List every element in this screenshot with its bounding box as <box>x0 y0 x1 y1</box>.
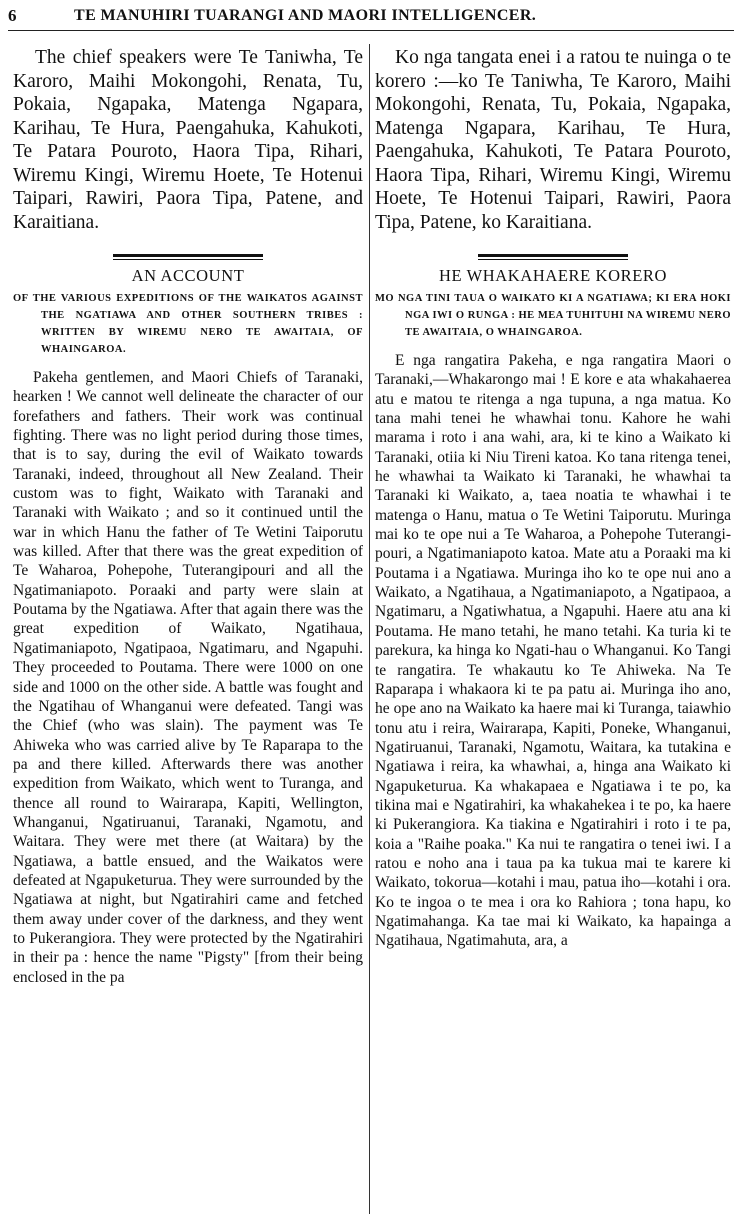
masthead-title: TE MANUHIRI TUARANGI AND MAORI INTELLIGENCER. <box>74 7 537 24</box>
article-body: Pakeha gentlemen, and Maori Chiefs of Taranaki, hearken ! We cannot well delineate the character of our forefathers and fathers. Their work was continual fighting. There was no light period during those times, that is to say, during the evil of Waikato towards Taranaki, indeed, throughout all New Zealand. Their custom was to fight, Waikato with Taranaki and Taranaki with Waikato ; and so it continued until the war in which Hanu the father of Te Wetini Taiporutu was killed. After that there was the great expedition of Te Waharoa, Pohepohe, Tuterangipouri and all the Ngatimaniapoto. Poraaki and party were slain at Poutama by the Ngatiawa. After that again there was the great expedition of Waikato, Ngatihaua, Ngatimaniapoto, Ngatipaoa, Ngatimaru, and Ngapuhi. They proceeded to Poutama. There were 1000 on one side and 1000 on the other side. A battle was fought and the Ngatihau of Whanganui were defeated. Tangi was the Chief (who was slain). The payment was Te Ahiweka who was carried alive by Te Raparapa to the pa and there killed. Afterwards there was another expedition from Waikato, which went to Turanga, and thence all round to Wairarapa, Kapiti, Wellington, Whanganui, Ngatiruanui, Taranaki, Ngamotu, and Waitara. They were met there (at Waitara) by the Ngatiawa, a battle ensued, and the Waikatos were defeated at Ngapuketurua. They were surrounded by the Ngatiawa at night, but Ngatirahiri came and fetched them away under cover of the darkness, and they went to Pukerangiora. They were protected by the Ngatirahiri in their pa : hence the name "Pigsty" [from their being enclosed in the pa <box>13 369 363 986</box>
rule-thick <box>478 254 628 257</box>
section-rule-maori <box>375 254 731 260</box>
article-heading: AN ACCOUNT <box>131 266 245 285</box>
article-body-maori: E nga rangatira Pakeha, e nga rangatira Maori o Taranaki,—Whakarongo mai ! E kore e ata whakahaerea atu e matou te ritenga a nga tupuna, a nga matua. Ko tana mahi tenei he whawhai tonu. Kahore he wahi marama i roto i ana wahi, ara, ki te kino a Waikato ki Taranaki, otiia ki Niu Tireni katoa. Ko tana ritenga tenei, he whawhai ta Waikato ki Taranaki, he whawhai ta Taranaki ki Waikato, a, taea noatia te whawhai i te matenga o Hanu, matua o Te Wetini Taiporutu. Muringa mai ko te ope nui a Te Waharoa, a Pohepohe Tuterangi-pouri, a Ngatimaniapoto katoa. Mate atu a Poraaki ma ki Poutama i a Ngatiawa. Muringa iho ko te ope nui ano a Waikato, a Ngatihaua, a Ngatimaniapoto, a Ngatipaoa, a Ngatimaru, a Ngatiwhatua, a Ngapuhi. Haere atu ana ki Poutama. He mano tetahi, he mano tetahi. Ka turia ki te parekura, ka hinga ko Ngati-hau o Whanganui. Ko Tangi te rangatira. Te whakautu ko Te Ahiweka. Na Te Raparapa i whakaora ki te pa patu ai. Muringa iho ano, he ope ano na Waikato ka haere mai ki Turanga, taiawhio tonu atu i reira, Wairarapa, Kapiti, Poneke, Whanganui, Ngatiruanui, Taranaki, Ngamotu, Waitara, ka tutakina e Ngatiawa i reira, ka whawhai, a, hinga ana Waikato ki Ngapuketurua. Ka whakapaea e Ngatiawa i te po, ka tikina mai e Ngatirahiri, ka whakahekea i te po, ka haere ki Pukerangiora. Ka tiakina e Ngatirahiri i roto i te pa, koia a "Raihe poaka." Ka nui te rangatira o tenei iwi. I a ratou e noho ana i taua pa ka tukua mai te karere ki Waikato, tokorua—kotahi i mau, patua iho—kotahi i ora. Ko te ingoa o te mea i ora ko Rahiora ; tona hapu, ko Ngatimahanga. Ka tae mai ki Waikato, ka hapainga a Ngatihaua, Ngatimahuta, ara, a <box>375 352 731 950</box>
article-heading-maori: HE WHAKAHAERE KORERO <box>438 266 667 285</box>
rule-thick <box>113 254 263 257</box>
article-subheading-maori: MO NGA TINI TAUA O WAIKATO KI A NGATIAWA; KI ERA HOKI NGA IWI O RUNGA : HE MEA TUHITUHI NA WIREMU NERO TE AWAITAIA, O WHAINGAROA. <box>375 293 731 338</box>
english-column <box>13 40 363 987</box>
page-header <box>8 5 734 29</box>
article-subheading: OF THE VARIOUS EXPEDITIONS OF THE WAIKATOS AGAINST THE NGATIAWA AND OTHER SOUTHERN TRIBES : WRITTEN BY WIREMU NERO TE AWAITAIA, OF WHAINGAROA. <box>13 293 363 355</box>
section-rule <box>13 254 363 260</box>
rule-thin <box>478 259 628 260</box>
chief-speakers-paragraph: The chief speakers were Te Taniwha, Te Karoro, Maihi Mokongohi, Renata, Tu, Pokaia, Ngapaka, Matenga Ngapara, Karihau, Te Hura, Paengahuka, Kahukoti, Te Patara Pouroto, Haora Tipa, Rihari, Wiremu Kingi, Wiremu Hoete, Te Hotenui Taipari, Rawiri, Paora Tipa, Patene, and Karaitiana. <box>13 47 363 233</box>
rule-thin <box>113 259 263 260</box>
page-number: 6 <box>8 6 17 25</box>
header-rule <box>8 30 734 31</box>
chief-speakers-paragraph-maori: Ko nga tangata enei i a ratou te nuinga o te korero :—ko Te Taniwha, Te Karoro, Maihi Mokongohi, Renata, Tu, Pokaia, Ngapaka, Matenga Ngapara, Karihau, Te Hura, Paengahuka, Kahukoti, Te Patara Pouroto, Haora Tipa, Rihari, Wiremu Kingi, Wiremu Hoete, Te Hotenui Taipari, Rawiri, Paora Tipa, Patene, ko Karaitiana. <box>375 47 731 233</box>
maori-column <box>375 40 731 951</box>
column-divider <box>369 44 370 1214</box>
